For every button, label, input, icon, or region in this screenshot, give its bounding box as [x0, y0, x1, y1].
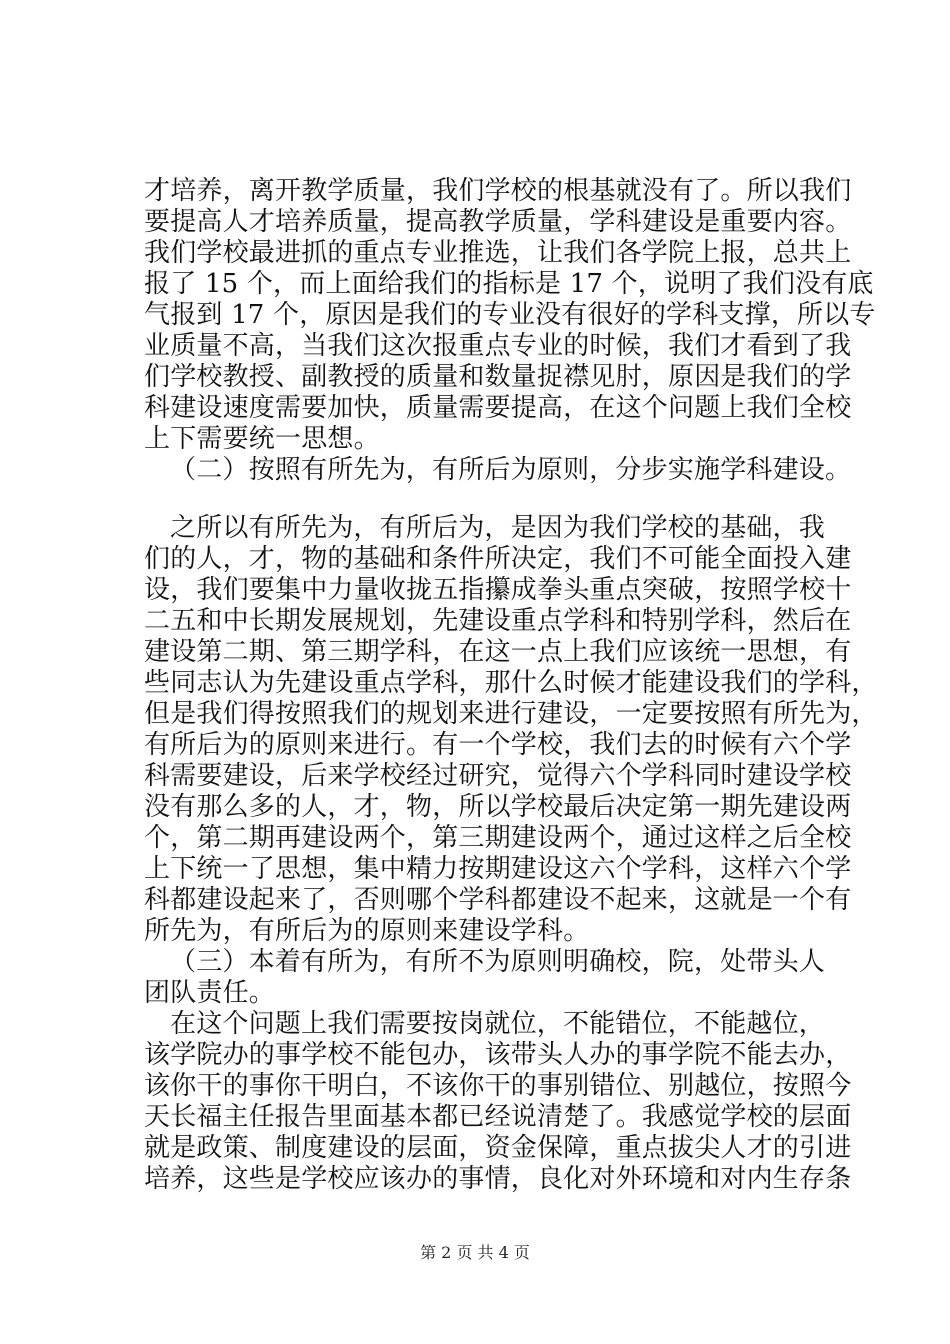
- text-line: 培养，这些是学校应该办的事情，良化对外环境和对内生存条: [144, 1164, 852, 1194]
- text-line: 要提高人才培养质量，提高教学质量，学科建设是重要内容。: [144, 207, 852, 237]
- section-heading-continuation: 团队责任。: [144, 978, 276, 1008]
- text-line: 们学校教授、副教授的质量和数量捉襟见肘，原因是我们的学: [144, 362, 852, 392]
- text-line: 些同志认为先建设重点学科，那什么时候才能建设我们的学科，: [144, 668, 878, 698]
- text-line: 建设第二期、第三期学科，在这一点上我们应该统一思想，有: [144, 637, 852, 667]
- page-number-footer: 第 2 页 共 4 页: [420, 1243, 530, 1262]
- text-line: 但是我们得按照我们的规划来进行建设，一定要按照有所先为，: [144, 699, 878, 729]
- text-line: 之所以有所先为，有所后为，是因为我们学校的基础，我: [170, 513, 826, 543]
- text-line: 有所后为的原则来进行。有一个学校，我们去的时候有六个学: [144, 730, 852, 760]
- text-line: 设，我们要集中力量收拢五指攥成拳头重点突破，按照学校十: [144, 575, 852, 605]
- text-line: 报了 15 个，而上面给我们的指标是 17 个，说明了我们没有底: [144, 269, 874, 299]
- text-line: 二五和中长期发展规划，先建设重点学科和特别学科，然后在: [144, 606, 852, 636]
- section-heading: （二）按照有所先为，有所后为原则，分步实施学科建设。: [170, 455, 852, 485]
- text-line: 上下统一了思想，集中精力按期建设这六个学科，这样六个学: [144, 854, 852, 884]
- text-line: 气报到 17 个，原因是我们的专业没有很好的学科支撑，所以专: [144, 300, 876, 330]
- text-line: 们的人，才，物的基础和条件所决定，我们不可能全面投入建: [144, 544, 852, 574]
- text-line: 所先为，有所后为的原则来建设学科。: [144, 916, 590, 946]
- text-line: 上下需要统一思想。: [144, 424, 380, 454]
- text-line: 该学院办的事学校不能包办，该带头人办的事学院不能去办，: [144, 1040, 852, 1070]
- text-line: 就是政策、制度建设的层面，资金保障，重点拔尖人才的引进: [144, 1133, 852, 1163]
- text-line: 该你干的事你干明白，不该你干的事别错位、别越位，按照今: [144, 1071, 852, 1101]
- text-line: 天长福主任报告里面基本都已经说清楚了。我感觉学校的层面: [144, 1102, 852, 1132]
- text-line: 个，第二期再建设两个，第三期建设两个，通过这样之后全校: [144, 823, 852, 853]
- text-line: 没有那么多的人，才，物，所以学校最后决定第一期先建设两: [144, 792, 852, 822]
- text-line: 科都建设起来了，否则哪个学科都建设不起来，这就是一个有: [144, 885, 852, 915]
- text-line: 科需要建设，后来学校经过研究，觉得六个学科同时建设学校: [144, 761, 852, 791]
- text-line: 科建设速度需要加快，质量需要提高，在这个问题上我们全校: [144, 393, 852, 423]
- text-line: 业质量不高，当我们这次报重点专业的时候，我们才看到了我: [144, 331, 852, 361]
- section-heading: （三）本着有所为，有所不为原则明确校，院，处带头人: [170, 947, 826, 977]
- text-line: 在这个问题上我们需要按岗就位，不能错位，不能越位，: [170, 1009, 826, 1039]
- text-line: 才培养，离开教学质量，我们学校的根基就没有了。所以我们: [144, 176, 852, 206]
- text-line: 我们学校最进抓的重点专业推选，让我们各学院上报，总共上: [144, 238, 852, 268]
